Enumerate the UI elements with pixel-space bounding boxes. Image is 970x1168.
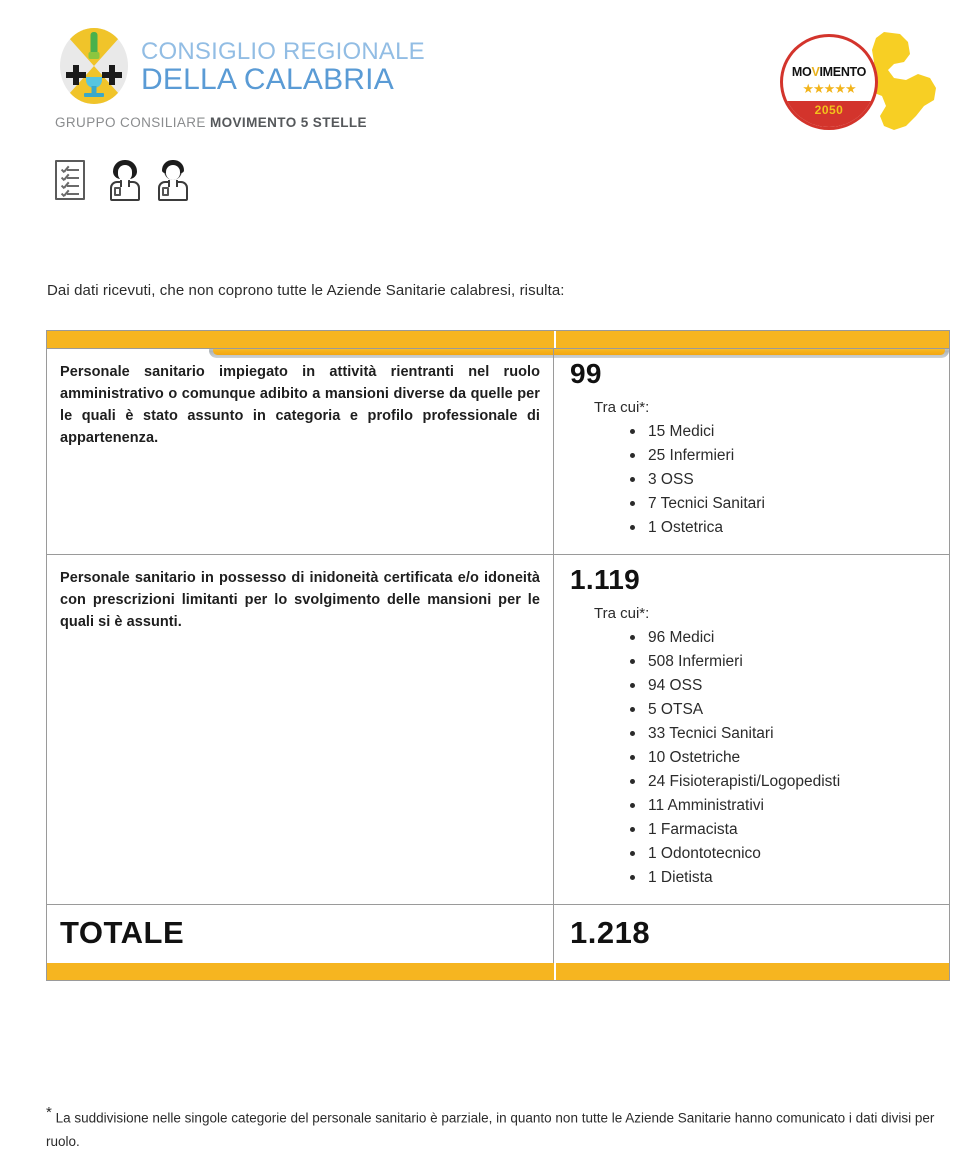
calabria-crest-icon bbox=[55, 24, 133, 108]
list-item: 15 Medici bbox=[630, 420, 941, 444]
breakdown-list bbox=[630, 626, 941, 890]
list-item: 1 Ostetrica bbox=[630, 516, 941, 540]
list-item: 25 Infermieri bbox=[630, 444, 941, 468]
list-item: 7 Tecnici Sanitari bbox=[630, 492, 941, 516]
badge-word-v: V bbox=[811, 65, 820, 79]
list-item: 508 Infermieri bbox=[630, 650, 941, 674]
table-row bbox=[47, 554, 949, 904]
council-title-line2: DELLA CALABRIA bbox=[141, 62, 394, 96]
total-value-cell bbox=[554, 905, 949, 963]
list-item: 1 Farmacista bbox=[630, 818, 941, 842]
badge-year: 2050 bbox=[814, 103, 844, 117]
m5s-badge bbox=[780, 28, 940, 136]
row-description-text: Personale sanitario impiegato in attività rientranti nel ruolo amministrativo o comunque adibito a mansioni diverse da quelle per le quali è stato assunto in categoria e profilo professionale di appartenenza. bbox=[60, 364, 540, 447]
row-total-number: 99 bbox=[570, 358, 602, 389]
list-item: 33 Tecnici Sanitari bbox=[630, 722, 941, 746]
council-title-line1: CONSIGLIO REGIONALE bbox=[141, 37, 425, 65]
total-label-cell bbox=[47, 905, 554, 963]
council-logo bbox=[55, 24, 425, 108]
data-table bbox=[46, 330, 950, 981]
table-cell-description bbox=[47, 555, 554, 904]
doctor-icon bbox=[155, 160, 191, 202]
footnote bbox=[46, 1100, 951, 1154]
footnote-text: La suddivisione nelle singole categorie del personale sanitario è parziale, in quanto non tutte le Aziende Sanitarie hanno comunicato i dati divisi per ruolo. bbox=[46, 1110, 935, 1150]
badge-stars-icon: ★★★★★ bbox=[802, 81, 856, 96]
group-name: MOVIMENTO 5 STELLE bbox=[209, 115, 367, 130]
list-item: 24 Fisioterapisti/Logopedisti bbox=[630, 770, 941, 794]
breakdown-label: Tra cui*: bbox=[594, 604, 650, 622]
total-value: 1.218 bbox=[570, 914, 651, 950]
list-item: 94 OSS bbox=[630, 674, 941, 698]
breakdown-list bbox=[630, 420, 941, 540]
list-item: 1 Dietista bbox=[630, 866, 941, 890]
list-item: 96 Medici bbox=[630, 626, 941, 650]
list-item: 1 Odontotecnico bbox=[630, 842, 941, 866]
table-top-gold-band bbox=[47, 331, 949, 348]
icon-divider-bar bbox=[0, 160, 970, 210]
row-description-text: Personale sanitario in possesso di inidoneità certificata e/o idoneità con prescrizioni limitanti per lo svolgimento delle mansioni per le quali si è assunti. bbox=[60, 569, 540, 630]
table-row bbox=[47, 348, 949, 554]
total-label: TOTALE bbox=[60, 914, 185, 950]
table-total-row bbox=[47, 904, 949, 963]
document-header bbox=[0, 0, 970, 150]
nurse-icon bbox=[107, 160, 143, 202]
badge-word-post: IMENTO bbox=[819, 65, 867, 79]
group-subtitle bbox=[55, 115, 367, 130]
checklist-icon bbox=[55, 160, 87, 202]
list-item: 5 OTSA bbox=[630, 698, 941, 722]
breakdown-label: Tra cui*: bbox=[594, 398, 650, 416]
list-item: 10 Ostetriche bbox=[630, 746, 941, 770]
row-total-number: 1.119 bbox=[570, 563, 641, 595]
list-item: 3 OSS bbox=[630, 468, 941, 492]
table-cell-description bbox=[47, 349, 554, 554]
table-cell-value bbox=[554, 349, 949, 554]
badge-word-pre: MO bbox=[791, 65, 812, 79]
list-item: 11 Amministrativi bbox=[630, 794, 941, 818]
footnote-marker: * bbox=[46, 1104, 52, 1121]
group-prefix: GRUPPO CONSILIARE bbox=[55, 115, 210, 130]
table-bottom-gold-band bbox=[47, 963, 949, 980]
intro-paragraph: Dai dati ricevuti, che non coprono tutte le Aziende Sanitarie calabresi, risulta: bbox=[47, 282, 565, 299]
table-cell-value bbox=[554, 555, 949, 904]
